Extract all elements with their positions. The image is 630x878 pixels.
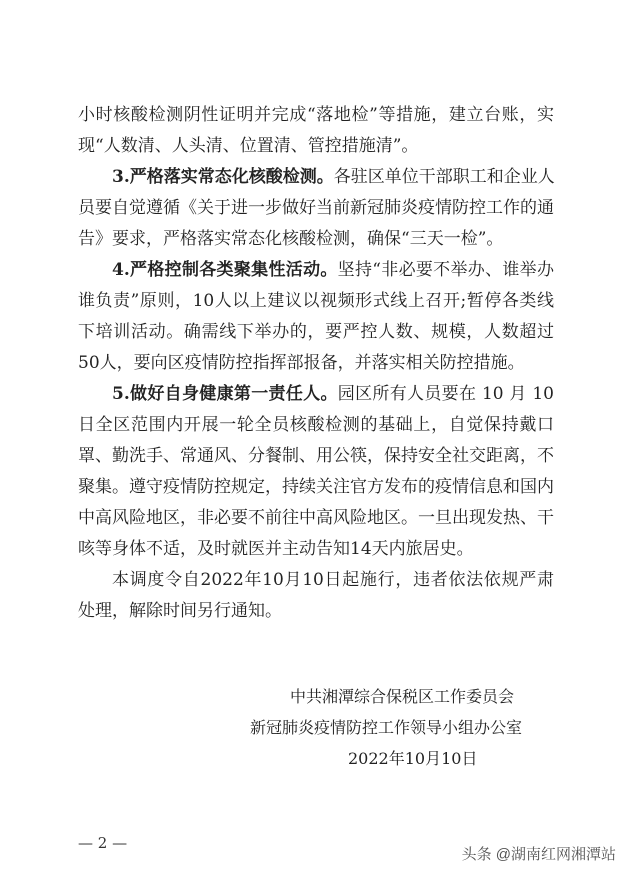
signature-org-1: 中共湘潭综合保税区工作委员会 [290,687,515,706]
paragraph-text: 坚持“非必要不举办、谁举办 [337,260,554,280]
paragraph-line: 告》要求，严格落实常态化核酸检测，确保“三天一检”。 [78,229,504,249]
paragraph-line: 中高风险地区，非必要不前往中高风险地区。一旦出现发热、干 [78,508,554,528]
signature-org-2: 新冠肺炎疫情防控工作领导小组办公室 [250,718,523,737]
paragraph-line: 罩、勤洗手、常通风、分餐制、用公筷，保持安全社交距离，不 [78,446,554,466]
paragraph-line: 谁负责”原则，10人以上建议以视频形式线上召开;暂停各类线 [78,291,554,311]
paragraph-text: 各驻区单位干部职工和企业人 [333,167,555,187]
paragraph-line: 日全区范围内开展一轮全员核酸检测的基础上，自觉保持戴口 [78,415,554,435]
body-text [78,100,554,627]
watermark: 头条 @湖南红网湘潭站 [461,846,616,863]
paragraph-line: 小时核酸检测阴性证明并完成“落地检”等措施，建立台账，实 [78,105,554,125]
paragraph-line [78,255,554,286]
paragraph-line: 聚集。遵守疫情防控规定，持续关注官方发布的疫情信息和国内 [78,477,554,497]
paragraph-line: 处理，解除时间另行通知。 [78,601,282,621]
section-heading: 5.做好自身健康第一责任人。 [112,384,338,404]
section-heading: 3.严格落实常态化核酸检测。 [112,167,334,187]
paragraph-line: 本调度令自2022年10月10日起施行，违者依法依规严肃 [112,570,554,590]
signature-date: 2022年10月10日 [348,749,478,768]
paragraph-line [78,162,554,193]
paragraph-line: 现“人数清、人头清、位置清、管控措施清”。 [78,136,419,156]
paragraph-line: 咳等身体不适，及时就医并主动告知14天内旅居史。 [78,539,474,559]
paragraph-line: 50人，要向区疫情防控指挥部报备，并落实相关防控措施。 [78,353,525,373]
paragraph-text: 园区所有人员要在 10 月 10 [337,384,554,404]
paragraph-line [78,379,554,410]
page-number: — 2 — [78,834,128,852]
paragraph-line: 员要自觉遵循《关于进一步做好当前新冠肺炎疫情防控工作的通 [78,198,554,218]
section-heading: 4.严格控制各类聚集性活动。 [112,260,338,280]
paragraph-line: 下培训活动。确需线下举办的，要严控人数、规模，人数超过 [78,322,554,342]
